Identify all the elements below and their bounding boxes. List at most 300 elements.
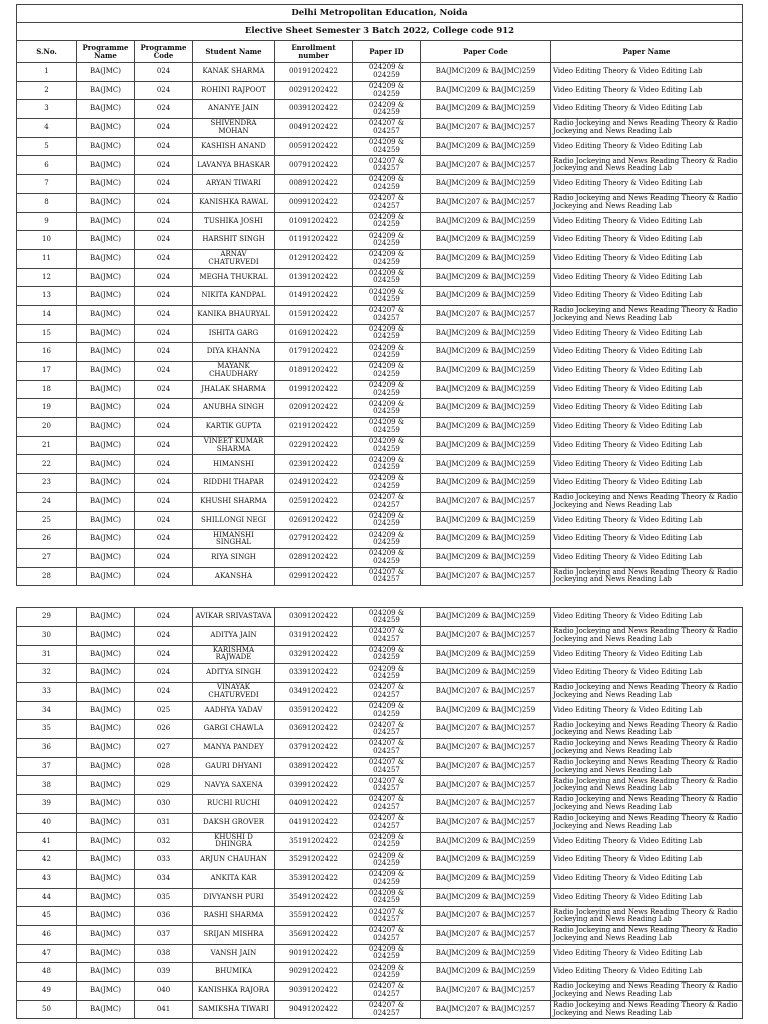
cell-sno: 3: [17, 100, 77, 119]
cell-student-name: VINEET KUMAR SHARMA: [193, 436, 275, 455]
cell-paper-name: Radio Jockeying and News Reading Theory & Radio Jockeying and News Reading Lab: [551, 305, 743, 324]
cell-paper-code: BA(JMC)209 & BA(JMC)259: [421, 664, 551, 683]
cell-paper-id: 024209 & 024259: [353, 455, 421, 474]
cell-programme-code: 024: [135, 567, 193, 586]
cell-paper-id: 024209 & 024259: [353, 548, 421, 567]
cell-sno: 24: [17, 492, 77, 511]
cell-paper-code: BA(JMC)209 & BA(JMC)259: [421, 869, 551, 888]
cell-paper-name: Radio Jockeying and News Reading Theory & Radio Jockeying and News Reading Lab: [551, 982, 743, 1001]
cell-paper-code: BA(JMC)209 & BA(JMC)259: [421, 249, 551, 268]
cell-student-name: DAKSH GROVER: [193, 813, 275, 832]
cell-paper-code: BA(JMC)209 & BA(JMC)259: [421, 832, 551, 851]
cell-sno: 10: [17, 231, 77, 250]
table-row: [17, 720, 743, 739]
cell-paper-code: BA(JMC)209 & BA(JMC)259: [421, 175, 551, 194]
cell-paper-name: Radio Jockeying and News Reading Theory & Radio Jockeying and News Reading Lab: [551, 119, 743, 138]
cell-programme-name: BA(JMC): [77, 380, 135, 399]
cell-enrollment-number: 03391202422: [275, 664, 353, 683]
cell-sno: 40: [17, 813, 77, 832]
cell-paper-name: Video Editing Theory & Video Editing Lab: [551, 701, 743, 720]
cell-sno: 27: [17, 548, 77, 567]
cell-programme-name: BA(JMC): [77, 436, 135, 455]
cell-student-name: KASHISH ANAND: [193, 137, 275, 156]
cell-paper-code: BA(JMC)209 & BA(JMC)259: [421, 343, 551, 362]
table-row: [17, 212, 743, 231]
cell-programme-name: BA(JMC): [77, 795, 135, 814]
cell-paper-code: BA(JMC)209 & BA(JMC)259: [421, 963, 551, 982]
cell-sno: 20: [17, 418, 77, 437]
cell-paper-id: 024207 & 024257: [353, 776, 421, 795]
cell-programme-name: BA(JMC): [77, 492, 135, 511]
elective-sheet: [16, 4, 742, 1019]
cell-paper-code: BA(JMC)209 & BA(JMC)259: [421, 362, 551, 381]
cell-paper-name: Video Editing Theory & Video Editing Lab: [551, 63, 743, 82]
cell-paper-id: 024207 & 024257: [353, 757, 421, 776]
cell-programme-name: BA(JMC): [77, 851, 135, 870]
cell-paper-id: 024207 & 024257: [353, 739, 421, 758]
cell-enrollment-number: 00591202422: [275, 137, 353, 156]
cell-programme-name: BA(JMC): [77, 626, 135, 645]
cell-programme-code: 024: [135, 380, 193, 399]
table-row: [17, 511, 743, 530]
cell-paper-name: Radio Jockeying and News Reading Theory & Radio Jockeying and News Reading Lab: [551, 776, 743, 795]
cell-paper-name: Video Editing Theory & Video Editing Lab: [551, 137, 743, 156]
cell-paper-name: Video Editing Theory & Video Editing Lab: [551, 324, 743, 343]
elective-table-top: [16, 4, 743, 586]
cell-student-name: ROHINI RAJPOOT: [193, 81, 275, 100]
cell-student-name: RIYA SINGH: [193, 548, 275, 567]
cell-programme-name: BA(JMC): [77, 63, 135, 82]
cell-programme-name: BA(JMC): [77, 869, 135, 888]
cell-paper-code: BA(JMC)209 & BA(JMC)259: [421, 231, 551, 250]
cell-paper-code: BA(JMC)209 & BA(JMC)259: [421, 851, 551, 870]
cell-student-name: BHUMIKA: [193, 963, 275, 982]
cell-paper-name: Video Editing Theory & Video Editing Lab: [551, 380, 743, 399]
cell-sno: 39: [17, 795, 77, 814]
cell-sno: 35: [17, 720, 77, 739]
cell-paper-code: BA(JMC)209 & BA(JMC)259: [421, 418, 551, 437]
cell-paper-name: Radio Jockeying and News Reading Theory & Radio Jockeying and News Reading Lab: [551, 567, 743, 586]
cell-programme-code: 024: [135, 324, 193, 343]
cell-programme-name: BA(JMC): [77, 567, 135, 586]
cell-student-name: SAMIKSHA TIWARI: [193, 1000, 275, 1019]
cell-student-name: ADITYA SINGH: [193, 664, 275, 683]
cell-paper-id: 024209 & 024259: [353, 701, 421, 720]
cell-programme-name: BA(JMC): [77, 81, 135, 100]
header-paper-code: Paper Code: [421, 41, 551, 63]
cell-programme-code: 033: [135, 851, 193, 870]
cell-paper-code: BA(JMC)209 & BA(JMC)259: [421, 63, 551, 82]
cell-student-name: VANSH JAIN: [193, 944, 275, 963]
cell-paper-id: 024209 & 024259: [353, 399, 421, 418]
cell-enrollment-number: 00291202422: [275, 81, 353, 100]
cell-sno: 5: [17, 137, 77, 156]
cell-student-name: HIMANSHI: [193, 455, 275, 474]
cell-paper-name: Radio Jockeying and News Reading Theory & Radio Jockeying and News Reading Lab: [551, 193, 743, 212]
cell-programme-name: BA(JMC): [77, 683, 135, 702]
cell-sno: 49: [17, 982, 77, 1001]
cell-programme-name: BA(JMC): [77, 888, 135, 907]
cell-paper-name: Video Editing Theory & Video Editing Lab: [551, 362, 743, 381]
table-row: [17, 608, 743, 627]
cell-programme-code: 029: [135, 776, 193, 795]
cell-paper-name: Video Editing Theory & Video Editing Lab: [551, 175, 743, 194]
cell-student-name: KHUSHI SHARMA: [193, 492, 275, 511]
cell-paper-id: 024209 & 024259: [353, 944, 421, 963]
cell-programme-name: BA(JMC): [77, 548, 135, 567]
cell-paper-code: BA(JMC)209 & BA(JMC)259: [421, 888, 551, 907]
cell-programme-code: 024: [135, 268, 193, 287]
cell-paper-id: 024209 & 024259: [353, 645, 421, 664]
cell-paper-id: 024209 & 024259: [353, 380, 421, 399]
cell-sno: 37: [17, 757, 77, 776]
cell-enrollment-number: 02991202422: [275, 567, 353, 586]
cell-enrollment-number: 02391202422: [275, 455, 353, 474]
cell-paper-id: 024209 & 024259: [353, 249, 421, 268]
cell-paper-id: 024209 & 024259: [353, 212, 421, 231]
cell-paper-code: BA(JMC)207 & BA(JMC)257: [421, 925, 551, 944]
cell-programme-code: 024: [135, 511, 193, 530]
cell-programme-name: BA(JMC): [77, 757, 135, 776]
cell-paper-id: 024209 & 024259: [353, 343, 421, 362]
cell-sno: 29: [17, 608, 77, 627]
table-row: [17, 888, 743, 907]
cell-paper-code: BA(JMC)207 & BA(JMC)257: [421, 193, 551, 212]
cell-programme-name: BA(JMC): [77, 119, 135, 138]
cell-enrollment-number: 00891202422: [275, 175, 353, 194]
cell-sno: 30: [17, 626, 77, 645]
cell-paper-id: 024209 & 024259: [353, 268, 421, 287]
cell-paper-code: BA(JMC)209 & BA(JMC)259: [421, 212, 551, 231]
cell-programme-code: 041: [135, 1000, 193, 1019]
cell-programme-code: 024: [135, 156, 193, 175]
cell-enrollment-number: 01791202422: [275, 343, 353, 362]
cell-enrollment-number: 03991202422: [275, 776, 353, 795]
table-row: [17, 1000, 743, 1019]
cell-programme-code: 034: [135, 869, 193, 888]
cell-sno: 14: [17, 305, 77, 324]
cell-programme-code: 024: [135, 683, 193, 702]
cell-paper-code: BA(JMC)207 & BA(JMC)257: [421, 567, 551, 586]
cell-programme-code: 024: [135, 399, 193, 418]
cell-programme-code: 040: [135, 982, 193, 1001]
cell-programme-name: BA(JMC): [77, 739, 135, 758]
cell-programme-code: 028: [135, 757, 193, 776]
cell-enrollment-number: 04091202422: [275, 795, 353, 814]
cell-paper-name: Radio Jockeying and News Reading Theory & Radio Jockeying and News Reading Lab: [551, 925, 743, 944]
cell-enrollment-number: 90291202422: [275, 963, 353, 982]
table-row: [17, 645, 743, 664]
cell-paper-code: BA(JMC)207 & BA(JMC)257: [421, 757, 551, 776]
header-paper-id: Paper ID: [353, 41, 421, 63]
cell-paper-code: BA(JMC)209 & BA(JMC)259: [421, 268, 551, 287]
table-row: [17, 832, 743, 851]
cell-programme-name: BA(JMC): [77, 287, 135, 306]
cell-enrollment-number: 03291202422: [275, 645, 353, 664]
cell-paper-name: Video Editing Theory & Video Editing Lab: [551, 287, 743, 306]
cell-enrollment-number: 00791202422: [275, 156, 353, 175]
cell-paper-name: Video Editing Theory & Video Editing Lab: [551, 608, 743, 627]
cell-programme-name: BA(JMC): [77, 608, 135, 627]
cell-paper-code: BA(JMC)207 & BA(JMC)257: [421, 776, 551, 795]
cell-programme-name: BA(JMC): [77, 343, 135, 362]
page-gap: [16, 586, 742, 607]
cell-sno: 31: [17, 645, 77, 664]
cell-paper-name: Radio Jockeying and News Reading Theory & Radio Jockeying and News Reading Lab: [551, 683, 743, 702]
cell-programme-code: 030: [135, 795, 193, 814]
cell-paper-code: BA(JMC)209 & BA(JMC)259: [421, 455, 551, 474]
sheet-title: Elective Sheet Semester 3 Batch 2022, College code 912: [17, 23, 743, 41]
cell-programme-code: 024: [135, 231, 193, 250]
cell-paper-id: 024209 & 024259: [353, 608, 421, 627]
cell-paper-name: Video Editing Theory & Video Editing Lab: [551, 212, 743, 231]
cell-paper-id: 024209 & 024259: [353, 175, 421, 194]
cell-paper-code: BA(JMC)207 & BA(JMC)257: [421, 1000, 551, 1019]
cell-sno: 17: [17, 362, 77, 381]
cell-enrollment-number: 01991202422: [275, 380, 353, 399]
cell-enrollment-number: 03191202422: [275, 626, 353, 645]
cell-paper-code: BA(JMC)209 & BA(JMC)259: [421, 436, 551, 455]
cell-student-name: SHILLONGI NEGI: [193, 511, 275, 530]
cell-student-name: ARYAN TIWARI: [193, 175, 275, 194]
cell-sno: 22: [17, 455, 77, 474]
cell-student-name: DIYA KHANNA: [193, 343, 275, 362]
cell-paper-id: 024207 & 024257: [353, 119, 421, 138]
cell-paper-id: 024207 & 024257: [353, 492, 421, 511]
table-row: [17, 231, 743, 250]
cell-paper-id: 024209 & 024259: [353, 81, 421, 100]
table-row: [17, 175, 743, 194]
cell-programme-code: 024: [135, 249, 193, 268]
cell-sno: 38: [17, 776, 77, 795]
cell-student-name: GAURI DHYANI: [193, 757, 275, 776]
cell-paper-id: 024209 & 024259: [353, 324, 421, 343]
table-row: [17, 739, 743, 758]
cell-sno: 25: [17, 511, 77, 530]
cell-enrollment-number: 01391202422: [275, 268, 353, 287]
cell-paper-name: Video Editing Theory & Video Editing Lab: [551, 100, 743, 119]
cell-paper-code: BA(JMC)207 & BA(JMC)257: [421, 739, 551, 758]
cell-student-name: TUSHIKA JOSHI: [193, 212, 275, 231]
cell-enrollment-number: 02691202422: [275, 511, 353, 530]
cell-student-name: LAVANYA BHASKAR: [193, 156, 275, 175]
table-row: [17, 813, 743, 832]
cell-paper-name: Radio Jockeying and News Reading Theory & Radio Jockeying and News Reading Lab: [551, 492, 743, 511]
cell-student-name: NAVYA SAXENA: [193, 776, 275, 795]
cell-programme-name: BA(JMC): [77, 982, 135, 1001]
cell-student-name: ANKITA KAR: [193, 869, 275, 888]
cell-enrollment-number: 01091202422: [275, 212, 353, 231]
cell-programme-code: 024: [135, 137, 193, 156]
cell-programme-name: BA(JMC): [77, 305, 135, 324]
cell-paper-id: 024207 & 024257: [353, 156, 421, 175]
cell-paper-code: BA(JMC)209 & BA(JMC)259: [421, 530, 551, 549]
cell-sno: 11: [17, 249, 77, 268]
cell-paper-id: 024207 & 024257: [353, 720, 421, 739]
cell-paper-id: 024207 & 024257: [353, 1000, 421, 1019]
cell-paper-id: 024209 & 024259: [353, 137, 421, 156]
cell-student-name: HIMANSHI SINGHAL: [193, 530, 275, 549]
cell-enrollment-number: 01591202422: [275, 305, 353, 324]
cell-programme-code: 024: [135, 455, 193, 474]
cell-enrollment-number: 01291202422: [275, 249, 353, 268]
header-row: [17, 41, 743, 63]
cell-programme-name: BA(JMC): [77, 664, 135, 683]
cell-paper-id: 024207 & 024257: [353, 193, 421, 212]
cell-enrollment-number: 03791202422: [275, 739, 353, 758]
table-row: [17, 982, 743, 1001]
cell-paper-code: BA(JMC)209 & BA(JMC)259: [421, 608, 551, 627]
cell-enrollment-number: 35191202422: [275, 832, 353, 851]
table-row: [17, 268, 743, 287]
cell-paper-id: 024207 & 024257: [353, 305, 421, 324]
cell-paper-id: 024209 & 024259: [353, 418, 421, 437]
cell-enrollment-number: 03691202422: [275, 720, 353, 739]
header-programme-code: Programme Code: [135, 41, 193, 63]
cell-sno: 44: [17, 888, 77, 907]
cell-sno: 2: [17, 81, 77, 100]
table-row: [17, 851, 743, 870]
table-row: [17, 362, 743, 381]
cell-paper-id: 024207 & 024257: [353, 925, 421, 944]
table-row: [17, 869, 743, 888]
cell-sno: 34: [17, 701, 77, 720]
cell-enrollment-number: 02191202422: [275, 418, 353, 437]
cell-enrollment-number: 02591202422: [275, 492, 353, 511]
cell-programme-name: BA(JMC): [77, 701, 135, 720]
table-row: [17, 626, 743, 645]
cell-programme-code: 039: [135, 963, 193, 982]
cell-programme-code: 024: [135, 608, 193, 627]
cell-programme-name: BA(JMC): [77, 720, 135, 739]
cell-paper-name: Video Editing Theory & Video Editing Lab: [551, 869, 743, 888]
cell-student-name: KANIKA BHAURYAL: [193, 305, 275, 324]
cell-sno: 19: [17, 399, 77, 418]
cell-programme-name: BA(JMC): [77, 212, 135, 231]
cell-programme-code: 024: [135, 645, 193, 664]
cell-paper-id: 024209 & 024259: [353, 963, 421, 982]
header-programme-name: Programme Name: [77, 41, 135, 63]
cell-paper-code: BA(JMC)207 & BA(JMC)257: [421, 119, 551, 138]
cell-programme-name: BA(JMC): [77, 156, 135, 175]
cell-programme-name: BA(JMC): [77, 813, 135, 832]
elective-table-bottom: [16, 607, 743, 1019]
cell-enrollment-number: 02491202422: [275, 474, 353, 493]
cell-paper-name: Video Editing Theory & Video Editing Lab: [551, 832, 743, 851]
table-row: [17, 664, 743, 683]
cell-paper-name: Video Editing Theory & Video Editing Lab: [551, 511, 743, 530]
table-row: [17, 701, 743, 720]
cell-sno: 46: [17, 925, 77, 944]
table-row: [17, 963, 743, 982]
cell-programme-name: BA(JMC): [77, 249, 135, 268]
cell-student-name: JHALAK SHARMA: [193, 380, 275, 399]
cell-sno: 33: [17, 683, 77, 702]
cell-sno: 26: [17, 530, 77, 549]
cell-programme-name: BA(JMC): [77, 925, 135, 944]
cell-paper-id: 024209 & 024259: [353, 851, 421, 870]
cell-programme-code: 024: [135, 119, 193, 138]
cell-sno: 8: [17, 193, 77, 212]
cell-programme-code: 038: [135, 944, 193, 963]
cell-sno: 32: [17, 664, 77, 683]
cell-enrollment-number: 01491202422: [275, 287, 353, 306]
cell-paper-id: 024209 & 024259: [353, 530, 421, 549]
cell-programme-name: BA(JMC): [77, 944, 135, 963]
cell-paper-code: BA(JMC)209 & BA(JMC)259: [421, 137, 551, 156]
cell-paper-name: Radio Jockeying and News Reading Theory & Radio Jockeying and News Reading Lab: [551, 1000, 743, 1019]
cell-student-name: RASHI SHARMA: [193, 907, 275, 926]
cell-student-name: ANANYE JAIN: [193, 100, 275, 119]
cell-paper-name: Video Editing Theory & Video Editing Lab: [551, 249, 743, 268]
cell-paper-code: BA(JMC)207 & BA(JMC)257: [421, 720, 551, 739]
cell-paper-name: Video Editing Theory & Video Editing Lab: [551, 548, 743, 567]
cell-programme-code: 024: [135, 287, 193, 306]
cell-programme-code: 032: [135, 832, 193, 851]
cell-student-name: ADITYA JAIN: [193, 626, 275, 645]
cell-programme-name: BA(JMC): [77, 530, 135, 549]
cell-enrollment-number: 03091202422: [275, 608, 353, 627]
table-row: [17, 436, 743, 455]
cell-programme-code: 024: [135, 418, 193, 437]
cell-programme-name: BA(JMC): [77, 1000, 135, 1019]
cell-paper-id: 024209 & 024259: [353, 63, 421, 82]
cell-paper-name: Radio Jockeying and News Reading Theory & Radio Jockeying and News Reading Lab: [551, 720, 743, 739]
cell-sno: 23: [17, 474, 77, 493]
cell-programme-code: 024: [135, 343, 193, 362]
cell-sno: 41: [17, 832, 77, 851]
cell-paper-code: BA(JMC)207 & BA(JMC)257: [421, 156, 551, 175]
cell-paper-code: BA(JMC)207 & BA(JMC)257: [421, 305, 551, 324]
cell-enrollment-number: 35391202422: [275, 869, 353, 888]
cell-paper-name: Video Editing Theory & Video Editing Lab: [551, 530, 743, 549]
table-row: [17, 137, 743, 156]
cell-paper-name: Radio Jockeying and News Reading Theory & Radio Jockeying and News Reading Lab: [551, 156, 743, 175]
header-student-name: Student Name: [193, 41, 275, 63]
cell-programme-name: BA(JMC): [77, 399, 135, 418]
cell-enrollment-number: 02291202422: [275, 436, 353, 455]
cell-paper-name: Video Editing Theory & Video Editing Lab: [551, 343, 743, 362]
cell-student-name: KHUSHI D DHINGRA: [193, 832, 275, 851]
cell-enrollment-number: 00991202422: [275, 193, 353, 212]
cell-student-name: KARTIK GUPTA: [193, 418, 275, 437]
cell-student-name: MEGHA THUKRAL: [193, 268, 275, 287]
cell-student-name: DIVYANSH PURI: [193, 888, 275, 907]
cell-student-name: AADHYA YADAV: [193, 701, 275, 720]
table-row: [17, 567, 743, 586]
cell-paper-code: BA(JMC)209 & BA(JMC)259: [421, 100, 551, 119]
cell-paper-id: 024207 & 024257: [353, 907, 421, 926]
cell-student-name: ARJUN CHAUHAN: [193, 851, 275, 870]
table-row: [17, 530, 743, 549]
cell-programme-code: 031: [135, 813, 193, 832]
cell-enrollment-number: 02091202422: [275, 399, 353, 418]
cell-paper-name: Radio Jockeying and News Reading Theory & Radio Jockeying and News Reading Lab: [551, 907, 743, 926]
cell-enrollment-number: 02791202422: [275, 530, 353, 549]
cell-programme-name: BA(JMC): [77, 832, 135, 851]
cell-student-name: MAYANK CHAUDHARY: [193, 362, 275, 381]
table-row: [17, 492, 743, 511]
table-row: [17, 925, 743, 944]
cell-programme-name: BA(JMC): [77, 193, 135, 212]
cell-paper-code: BA(JMC)207 & BA(JMC)257: [421, 907, 551, 926]
table-row: [17, 63, 743, 82]
cell-paper-code: BA(JMC)207 & BA(JMC)257: [421, 982, 551, 1001]
cell-paper-code: BA(JMC)209 & BA(JMC)259: [421, 645, 551, 664]
cell-programme-code: 036: [135, 907, 193, 926]
table-row: [17, 119, 743, 138]
cell-programme-name: BA(JMC): [77, 137, 135, 156]
